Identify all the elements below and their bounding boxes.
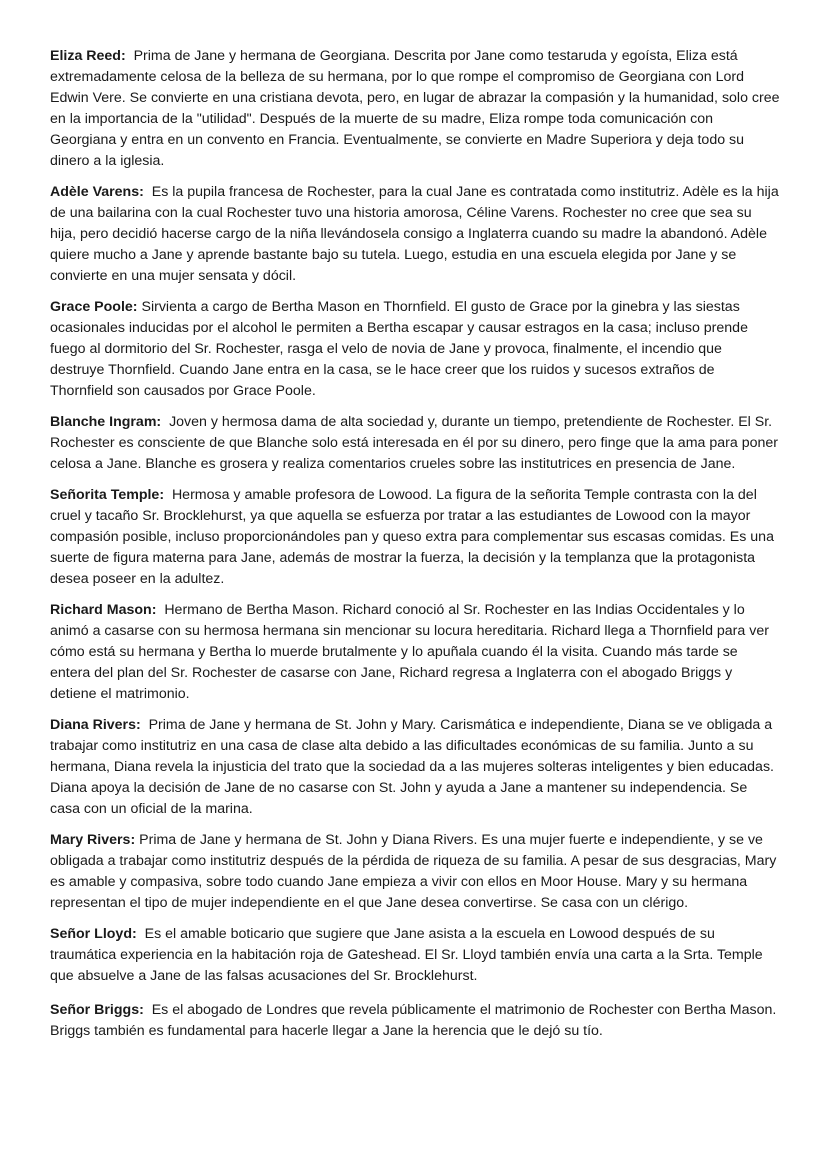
character-entry-eliza-reed xyxy=(50,46,780,172)
character-entry-diana-rivers xyxy=(50,715,780,820)
character-description: Joven y hermosa dama de alta sociedad y, durante un tiempo, pretendiente de Rochester. El Sr. Rochester es consciente de que Blanche solo está interesada en él por su dinero, pero finge que la ama para poner celosa a Jane. Blanche es grosera y realiza comentarios crueles sobre las institutrices en presencia de Jane. xyxy=(50,414,778,472)
character-name: Grace Poole: xyxy=(50,299,138,315)
character-entry-adele-varens xyxy=(50,182,780,287)
character-description: Sirvienta a cargo de Bertha Mason en Thornfield. El gusto de Grace por la ginebra y las siestas ocasionales inducidas por el alcohol le permiten a Bertha escapar y causar estragos en la casa; incluso prende fuego al dormitorio del Sr. Rochester, rasga el velo de novia de Jane y provoca, finalmente, el incendio que destruye Thornfield. Cuando Jane entra en la casa, se le hace creer que los ruidos y sucesos extraños de Thornfield son causados por Grace Poole. xyxy=(50,299,748,399)
character-entry-senor-briggs xyxy=(50,1000,780,1042)
character-name: Diana Rivers: xyxy=(50,717,141,733)
character-name: Señorita Temple: xyxy=(50,487,165,503)
character-name: Mary Rivers: xyxy=(50,832,136,848)
character-name: Adèle Varens: xyxy=(50,184,144,200)
document-page xyxy=(50,46,780,1052)
character-name: Señor Lloyd: xyxy=(50,926,137,942)
character-name: Señor Briggs: xyxy=(50,1002,144,1018)
character-description: Prima de Jane y hermana de Georgiana. Descrita por Jane como testaruda y egoísta, Eliza está extremadamente celosa de la belleza de su hermana, por lo que rompe el compromiso de Georgiana con Lord Edwin Vere. Se convierte en una cristiana devota, pero, en lugar de abrazar la compasión y la humanidad, solo cree en la importancia de la "utilidad". Después de la muerte de su madre, Eliza rompe toda comunicación con Georgiana y entra en un convento en Francia. Eventualmente, se convierte en Madre Superiora y deja todo su dinero a la iglesia. xyxy=(50,48,780,169)
character-entry-richard-mason xyxy=(50,600,780,705)
character-description: Es el amable boticario que sugiere que Jane asista a la escuela en Lowood después de su traumática experiencia en la habitación roja de Gateshead. El Sr. Lloyd también envía una carta a la Srta. Temple que absuelve a Jane de las falsas acusaciones del Sr. Brocklehurst. xyxy=(50,926,763,984)
character-entry-mary-rivers xyxy=(50,830,780,914)
character-entry-grace-poole xyxy=(50,297,780,402)
character-entry-senorita-temple xyxy=(50,485,780,590)
character-description: Es la pupila francesa de Rochester, para la cual Jane es contratada como institutriz. Adèle es la hija de una bailarina con la cual Rochester tuvo una historia amorosa, Céline Varens. Rochester no cree que sea su hija, pero decidió hacerse cargo de la niña llevándosela consigo a Inglaterra cuando su madre la abandonó. Adèle quiere mucho a Jane y aprende bastante bajo su tutela. Luego, estudia en una escuela elegida por Jane y se convierte en una mujer sensata y dócil. xyxy=(50,184,779,284)
character-description: Prima de Jane y hermana de St. John y Diana Rivers. Es una mujer fuerte e independiente, y se ve obligada a trabajar como institutriz después de la pérdida de riqueza de su familia. A pesar de sus desgracias, Mary es amable y compasiva, sobre todo cuando Jane empieza a vivir con ellos en Moor House. Mary y su hermana representan el tipo de mujer independiente en el que Jane desea convertirse. Se casa con un clérigo. xyxy=(50,832,777,911)
character-entry-senor-lloyd xyxy=(50,924,780,987)
character-description: Prima de Jane y hermana de St. John y Mary. Carismática e independiente, Diana se ve obligada a trabajar como institutriz en una casa de clase alta debido a las dificultades económicas de su familia. Junto a su hermana, Diana revela la injusticia del trato que la sociedad da a las mujeres solteras inteligentes y bien educadas. Diana apoya la decisión de Jane de no casarse con St. John y ayuda a Jane a mantener su independencia. Se casa con un oficial de la marina. xyxy=(50,717,774,817)
character-entry-blanche-ingram xyxy=(50,412,780,475)
character-name: Richard Mason: xyxy=(50,602,157,618)
character-name: Eliza Reed: xyxy=(50,48,126,64)
character-description: Hermosa y amable profesora de Lowood. La figura de la señorita Temple contrasta con la del cruel y tacaño Sr. Brocklehurst, ya que aquella se esfuerza por tratar a las estudiantes de Lowood con la mayor compasión posible, incluso proporcionándoles pan y queso extra para complementar sus escasas comidas. Es una suerte de figura materna para Jane, además de mostrar la fuerza, la decisión y la templanza que la protagonista desea poseer en la adultez. xyxy=(50,487,774,587)
character-description: Hermano de Bertha Mason. Richard conoció al Sr. Rochester en las Indias Occidentales y lo animó a casarse con su hermosa hermana sin mencionar su locura hereditaria. Richard llega a Thornfield para ver cómo está su hermana y Bertha lo muerde brutalmente y lo apuñala cuando él la visita. Cuando más tarde se entera del plan del Sr. Rochester de casarse con Jane, Richard regresa a Inglaterra con el abogado Briggs y detiene el matrimonio. xyxy=(50,602,769,702)
character-description: Es el abogado de Londres que revela públicamente el matrimonio de Rochester con Bertha Mason. Briggs también es fundamental para hacerle llegar a Jane la herencia que le dejó su tío. xyxy=(50,1002,777,1039)
character-name: Blanche Ingram: xyxy=(50,414,162,430)
